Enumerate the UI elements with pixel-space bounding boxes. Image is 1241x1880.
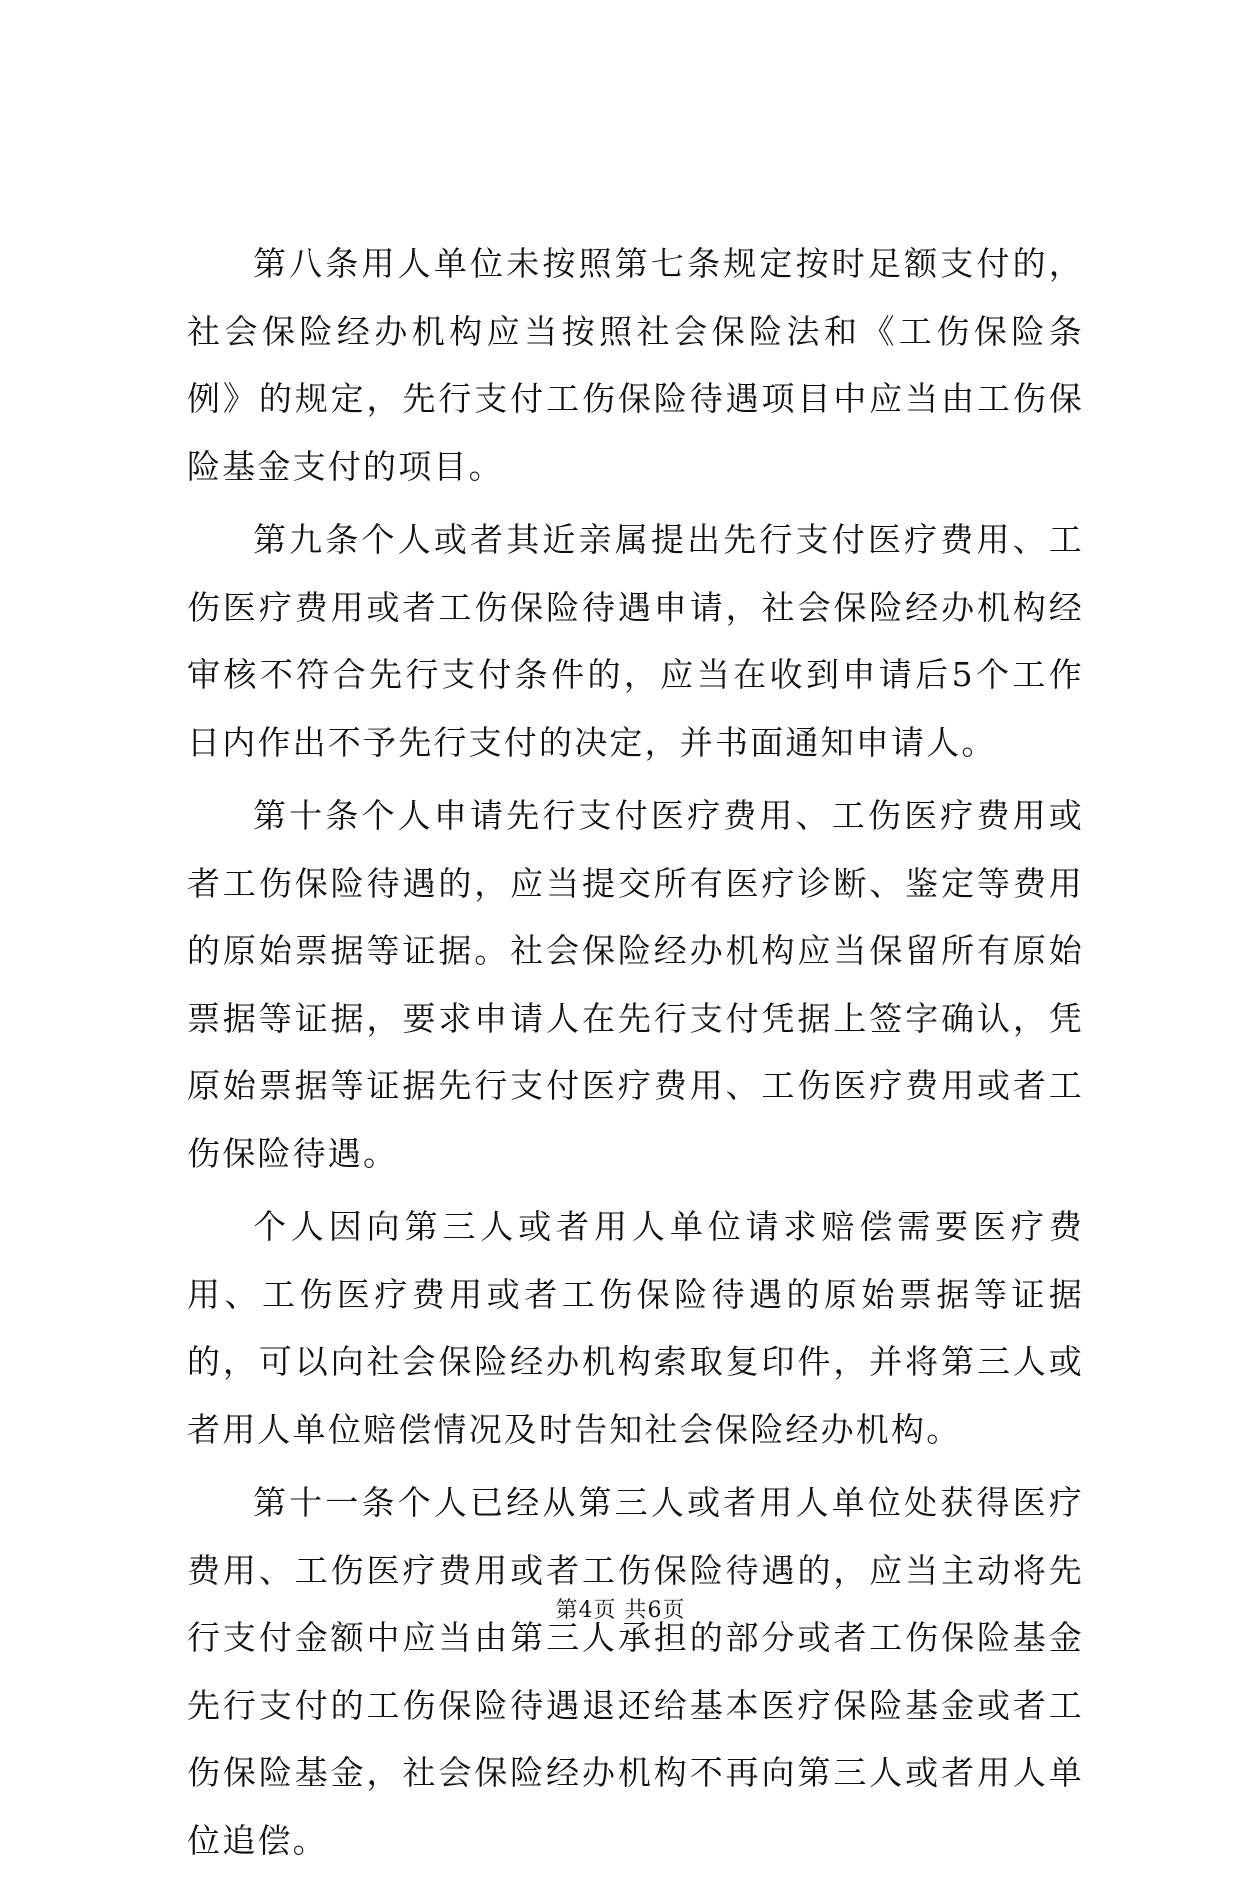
paragraph-article-8: 第八条用人单位未按照第七条规定按时足额支付的，社会保险经办机构应当按照社会保险法和《工伤保险条例》的规定，先行支付工伤保险待遇项目中应当由工伤保险基金支付的项目。: [187, 244, 1084, 486]
paragraph-article-10: 第十条个人申请先行支付医疗费用、工伤医疗费用或者工伤保险待遇的，应当提交所有医疗诊断、鉴定等费用的原始票据等证据。社会保险经办机构应当保留所有原始票据等证据，要求申请人在先行支付凭据上签字确认，凭原始票据等证据先行支付医疗费用、工伤医疗费用或者工伤保险待遇。: [187, 796, 1084, 1173]
page-number-footer: 第4页 共6页: [555, 1598, 686, 1623]
paragraph-article-11: 第十一条个人已经从第三人或者用人单位处获得医疗费用、工伤医疗费用或者工伤保险待遇的，应当主动将先行支付金额中应当由第三人承担的部分或者工伤保险基金先行支付的工伤保险待遇退还给基本医疗保险基金或者工伤保险基金，社会保险经办机构不再向第三人或者用人单位追偿。: [187, 1483, 1084, 1860]
paragraph-article-10-continued: 个人因向第三人或者用人单位请求赔偿需要医疗费用、工伤医疗费用或者工伤保险待遇的原始票据等证据的，可以向社会保险经办机构索取复印件，并将第三人或者用人单位赔偿情况及时告知社会保险经办机构。: [187, 1207, 1084, 1449]
document-body: [187, 230, 1084, 1880]
paragraph-article-9: 第九条个人或者其近亲属提出先行支付医疗费用、工伤医疗费用或者工伤保险待遇申请，社会保险经办机构经审核不符合先行支付条件的，应当在收到申请后5个工作日内作出不予先行支付的决定，并书面通知申请人。: [187, 520, 1084, 762]
